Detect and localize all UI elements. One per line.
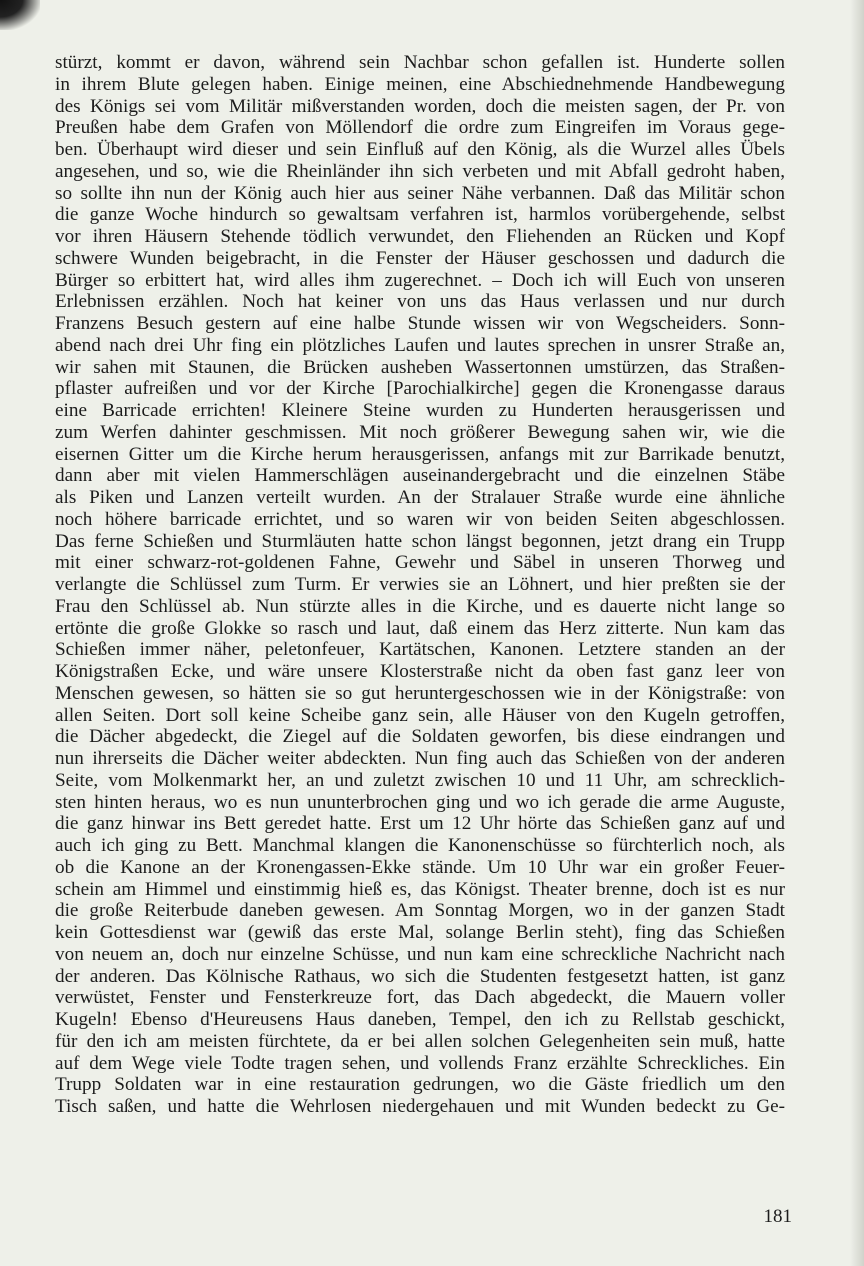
text-line: dann aber mit vielen Hammerschlägen auseinandergebracht und die einzelnen Stäbe: [55, 465, 785, 487]
page-number: 181: [763, 1206, 792, 1227]
text-line: Königstraßen Ecke, und wäre unsere Klosterstraße nicht da oben fast ganz leer von: [55, 661, 785, 682]
text-line: sten hinten heraus, wo es nun ununterbrochen ging und wo ich gerade die arme Auguste,: [55, 791, 785, 813]
text-line: des Königs sei vom Militär mißverstanden worden, doch die meisten sagen, der Pr. von: [55, 95, 785, 117]
text-line: Erlebnissen erzählen. Noch hat keiner von uns das Haus verlassen und nur durch: [55, 291, 785, 313]
text-line: Kugeln! Ebenso d'Heureusens Haus daneben, Tempel, den ich zu Rellstab geschickt,: [55, 1009, 785, 1030]
text-line: pflaster aufreißen und vor der Kirche [Parochialkirche] gegen die Kronengasse daraus: [55, 378, 785, 400]
text-line: Franzens Besuch gestern auf eine halbe Stunde wissen wir von Wegscheiders. Sonn-: [55, 313, 785, 334]
text-line: Das ferne Schießen und Sturmläuten hatte schon längst begonnen, jetzt drang ein Trupp: [55, 530, 785, 552]
text-line: ben. Überhaupt wird dieser und sein Einfluß auf den König, als die Wurzel alles Übels: [55, 139, 785, 160]
text-line: allen Seiten. Dort soll keine Scheibe ganz sein, alle Häuser von den Kugeln getroffen,: [55, 704, 785, 726]
text-line: ob die Kanone an der Kronengassen-Ekke stände. Um 10 Uhr war ein großer Feuer-: [55, 856, 785, 878]
text-line: schwere Wunden beigebracht, in die Fenster der Häuser geschossen und dadurch die: [55, 247, 785, 269]
text-line: stürzt, kommt er davon, während sein Nachbar schon gefallen ist. Hunderte sollen: [55, 52, 785, 73]
text-line: verwüstet, Fenster und Fensterkreuze fort, das Dach abgedeckt, die Mauern voller: [55, 987, 785, 1009]
text-line: wir sahen mit Staunen, die Brücken ausheben Wassertonnen umstürzen, das Straßen-: [55, 356, 785, 378]
text-line: angesehen, und so, wie die Rheinländer ihn sich verbeten und mit Abfall gedroht haben,: [55, 160, 785, 182]
text-line: Preußen habe dem Grafen von Möllendorf die ordre zum Eingreifen im Voraus gege-: [55, 117, 785, 139]
body-text: [55, 52, 785, 1118]
text-line: der anderen. Das Kölnische Rathaus, wo sich die Studenten festgesetzt hatten, ist ganz: [55, 965, 785, 987]
text-line: in ihrem Blute gelegen haben. Einige meinen, eine Abschiednehmende Handbewegung: [55, 73, 785, 95]
text-line: die Dächer abgedeckt, die Ziegel auf die Soldaten geworfen, bis diese eindrangen und: [55, 726, 785, 748]
text-line: Menschen gewesen, so hätten sie so gut heruntergeschossen wie in der Königstraße: von: [55, 682, 785, 704]
page-edge-shade: [850, 0, 864, 1266]
text-line: zum Werfen dahinter geschmissen. Mit noch größerer Bewegung sahen wir, wie die: [55, 421, 785, 443]
text-line: die ganz hinwar ins Bett geredet hatte. Erst um 12 Uhr hörte das Schießen ganz auf und: [55, 813, 785, 835]
text-line: Trupp Soldaten war in eine restauration gedrungen, wo die Gäste friedlich um den: [55, 1074, 785, 1096]
text-line: auch ich ging zu Bett. Manchmal klangen die Kanonenschüsse so fürchterlich noch, als: [55, 835, 785, 856]
text-line: ertönte die große Glokke so rasch und laut, daß einem das Herz zitterte. Nun kam das: [55, 617, 785, 639]
page-corner-shadow: [0, 0, 40, 30]
text-line: die ganze Woche hindurch so gewaltsam verfahren ist, harmlos vorübergehende, selbst: [55, 204, 785, 226]
text-line: von neuem an, doch nur einzelne Schüsse, und nun kam eine schreckliche Nachricht nach: [55, 943, 785, 965]
text-line: Frau den Schlüssel ab. Nun stürzte alles in die Kirche, und es dauerte nicht lange so: [55, 595, 785, 617]
text-line: schein am Himmel und einstimmig hieß es, das Königst. Theater brenne, doch ist es nur: [55, 878, 785, 900]
text-line: nun ihrerseits die Dächer weiter abdeckten. Nun fing auch das Schießen von der anderen: [55, 748, 785, 769]
text-line: die große Reiterbude daneben gewesen. Am Sonntag Morgen, wo in der ganzen Stadt: [55, 900, 785, 922]
text-line: Bürger so erbittert hat, wird alles ihm zugerechnet. – Doch ich will Euch von unseren: [55, 269, 785, 291]
text-line: vor ihren Häusern Stehende tödlich verwundet, den Fliehenden an Rücken und Kopf: [55, 226, 785, 247]
text-line: abend nach drei Uhr fing ein plötzliches Laufen und lautes sprechen in unsrer Straße an,: [55, 334, 785, 356]
text-line: Schießen immer näher, peletonfeuer, Kartätschen, Kanonen. Letztere standen an der: [55, 639, 785, 661]
text-line: auf dem Wege viele Todte tragen sehen, und vollends Franz erzählte Schreckliches. Ein: [55, 1052, 785, 1074]
text-line: so sollte ihn nun der König auch hier aus seiner Nähe verbannen. Daß das Militär schon: [55, 182, 785, 204]
text-line: noch höhere barricade errichtet, und so waren wir von beiden Seiten abgeschlossen.: [55, 508, 785, 530]
text-line: verlangte die Schlüssel zum Turm. Er verwies sie an Löhnert, und hier preßten sie der: [55, 574, 785, 595]
text-line: Seite, vom Molkenmarkt her, an und zuletzt zwischen 10 und 11 Uhr, am schrecklich-: [55, 769, 785, 791]
text-line: für den ich am meisten fürchtete, da er bei allen solchen Gelegenheiten sein muß, hatte: [55, 1030, 785, 1052]
text-line: eisernen Gitter um die Kirche herum herausgerissen, anfangs mit zur Barrikade benutzt,: [55, 443, 785, 465]
text-line: Tisch saßen, und hatte die Wehrlosen niedergehauen und mit Wunden bedeckt zu Ge-: [55, 1096, 785, 1117]
text-line: kein Gottesdienst war (gewiß das erste Mal, solange Berlin steht), fing das Schießen: [55, 922, 785, 943]
text-line: als Piken und Lanzen verteilt wurden. An der Stralauer Straße wurde eine ähnliche: [55, 487, 785, 508]
text-line: mit einer schwarz-rot-goldenen Fahne, Gewehr und Säbel in unseren Thorweg und: [55, 552, 785, 574]
text-line: eine Barricade errichten! Kleinere Steine wurden zu Hunderten herausgerissen und: [55, 400, 785, 421]
